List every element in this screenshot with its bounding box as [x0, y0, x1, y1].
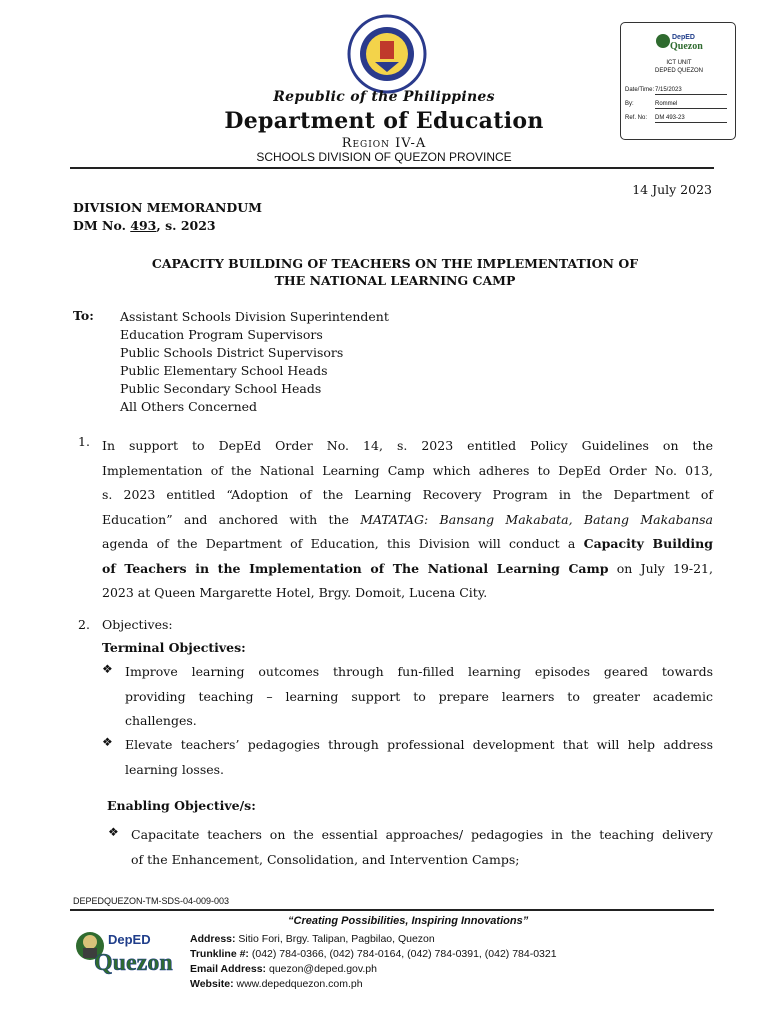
recipient: Public Elementary School Heads — [120, 363, 328, 378]
svg-text:DepED: DepED — [108, 932, 151, 947]
website-value[interactable]: www.depedquezon.com.ph — [233, 978, 363, 990]
stamp-by-label: By: — [625, 101, 634, 107]
department-heading: Department of Education — [224, 108, 544, 134]
memo-number — [73, 218, 216, 233]
memo-number-value: 493 — [130, 218, 157, 233]
activity-title-end: of Teachers in the Implementation of The National Learning Camp — [102, 560, 609, 576]
deped-seal — [347, 14, 427, 94]
subject-line-1: CAPACITY BUILDING OF TEACHERS ON THE IMPLEMENTATION OF — [151, 256, 639, 271]
item-2-number: 2. — [78, 617, 90, 632]
trunkline-value: (042) 784-0366, (042) 784-0164, (042) 784-0391, (042) 784-0321 — [248, 948, 557, 960]
header-divider — [70, 167, 714, 169]
diamond-bullet-icon: ❖ — [102, 735, 113, 749]
website-line — [190, 977, 557, 992]
svg-text:Quezon: Quezon — [94, 950, 173, 976]
paragraph-text: on July 19-21, — [608, 560, 713, 576]
objectives-heading: Objectives: — [102, 617, 173, 632]
subject-line-2: THE NATIONAL LEARNING CAMP — [274, 273, 516, 288]
stamp-by-row — [625, 101, 727, 109]
paragraph-text: Education” and anchored with the — [102, 511, 361, 527]
tagline: “Creating Possibilities, Inspiring Innovations” — [288, 915, 529, 927]
memo-number-prefix: DM No. — [73, 218, 131, 233]
objective-line: of the Enhancement, Consolidation, and Intervention Camps; — [131, 851, 520, 867]
trunkline-label: Trunkline #: — [190, 948, 249, 960]
memo-date: 14 July 2023 — [632, 182, 712, 197]
terminal-objectives-heading: Terminal Objectives: — [102, 640, 246, 655]
objective-line: Elevate teachers’ pedagogies through professional development that will help address — [125, 737, 713, 752]
stamp-unit — [621, 59, 737, 75]
diamond-bullet-icon: ❖ — [102, 662, 113, 676]
email-line — [190, 962, 557, 977]
memo-number-suffix: , s. 2023 — [156, 218, 216, 233]
memo-type: DIVISION MEMORANDUM — [73, 200, 262, 215]
recipient: Education Program Supervisors — [120, 327, 323, 342]
region-heading: Region IV-A — [341, 136, 427, 151]
republic-heading: Republic of the Philippines — [273, 89, 495, 105]
objective-line: challenges. — [125, 713, 197, 728]
recipient: Assistant Schools Division Superintendent — [120, 309, 389, 324]
recipient-list — [120, 308, 389, 416]
recipient: Public Schools District Supervisors — [120, 345, 344, 360]
email-label: Email Address: — [190, 963, 267, 975]
activity-title-start: Capacity Building — [583, 536, 714, 551]
website-label: Website: — [190, 978, 234, 990]
address-line — [190, 932, 557, 947]
stamp-ref-label: Ref. No: — [625, 115, 648, 121]
deped-quezon-logo — [655, 29, 703, 53]
address-value: Sitio Fori, Brgy. Talipan, Pagbilao, Quezon — [235, 933, 435, 945]
receiving-stamp — [620, 22, 736, 140]
contact-info — [190, 932, 557, 992]
paragraph-line: s. 2023 entitled “Adoption of the Learning Recovery Program in the Department of — [102, 487, 713, 502]
paragraph-line — [102, 508, 713, 533]
stamp-ref-value: DM 493-23 — [655, 115, 727, 123]
paragraph-line: 2023 at Queen Margarette Hotel, Brgy. Domoit, Lucena City. — [102, 585, 488, 600]
deped-quezon-footer-logo — [74, 920, 174, 980]
objective-line: Improve learning outcomes through fun-filled learning episodes geared towards — [125, 664, 713, 679]
stamp-date-value: 7/15/2023 — [655, 87, 727, 95]
recipient: Public Secondary School Heads — [120, 381, 322, 396]
memo-subject — [100, 255, 690, 289]
to-label: To: — [73, 308, 94, 323]
paragraph-line: Implementation of the National Learning Camp which adheres to DepEd Order No. 013, — [102, 462, 713, 478]
recipient: All Others Concerned — [120, 399, 258, 414]
document-code: DEPEDQUEZON-TM-SDS-04-009-003 — [73, 896, 230, 906]
trunkline-line — [190, 947, 557, 962]
objective-line: providing teaching – learning support to prepare learners to greater academic — [125, 688, 713, 704]
enabling-objective-1 — [131, 823, 713, 872]
stamp-by-value: Rommel — [655, 101, 727, 109]
item-1-number: 1. — [78, 434, 90, 449]
paragraph-text: agenda of the Department of Education, this Division will conduct a — [102, 536, 584, 551]
paragraph-line — [102, 532, 713, 557]
paragraph-line — [102, 557, 713, 582]
svg-text:Quezon: Quezon — [670, 41, 703, 52]
enabling-objectives-heading: Enabling Objective/s: — [107, 798, 256, 813]
footer-divider — [70, 909, 714, 911]
objective-line: learning losses. — [125, 761, 225, 777]
matatag-agenda: MATATAG: Bansang Makabata, Batang Makabansa — [360, 511, 713, 527]
objective-line: Capacitate teachers on the essential approaches/ pedagogies in the teaching delivery — [131, 827, 713, 842]
address-label: Address: — [190, 933, 236, 945]
item-1-paragraph — [102, 434, 713, 606]
stamp-ref-row — [625, 115, 727, 123]
stamp-unit-name: ICT UNIT — [666, 60, 692, 66]
email-value[interactable]: quezon@deped.gov.ph — [266, 963, 377, 975]
svg-text:DepED: DepED — [672, 34, 695, 41]
terminal-objective-2 — [125, 733, 713, 782]
paragraph-line: In support to DepEd Order No. 14, s. 2023 entitled Policy Guidelines on the — [102, 438, 713, 453]
stamp-date-row — [625, 87, 727, 95]
stamp-date-label: Date/Time: — [625, 87, 655, 93]
terminal-objective-1 — [125, 660, 713, 734]
stamp-office: DEPED QUEZON — [654, 68, 703, 74]
division-heading: SCHOOLS DIVISION OF QUEZON PROVINCE — [256, 150, 512, 164]
diamond-bullet-icon: ❖ — [108, 825, 119, 839]
